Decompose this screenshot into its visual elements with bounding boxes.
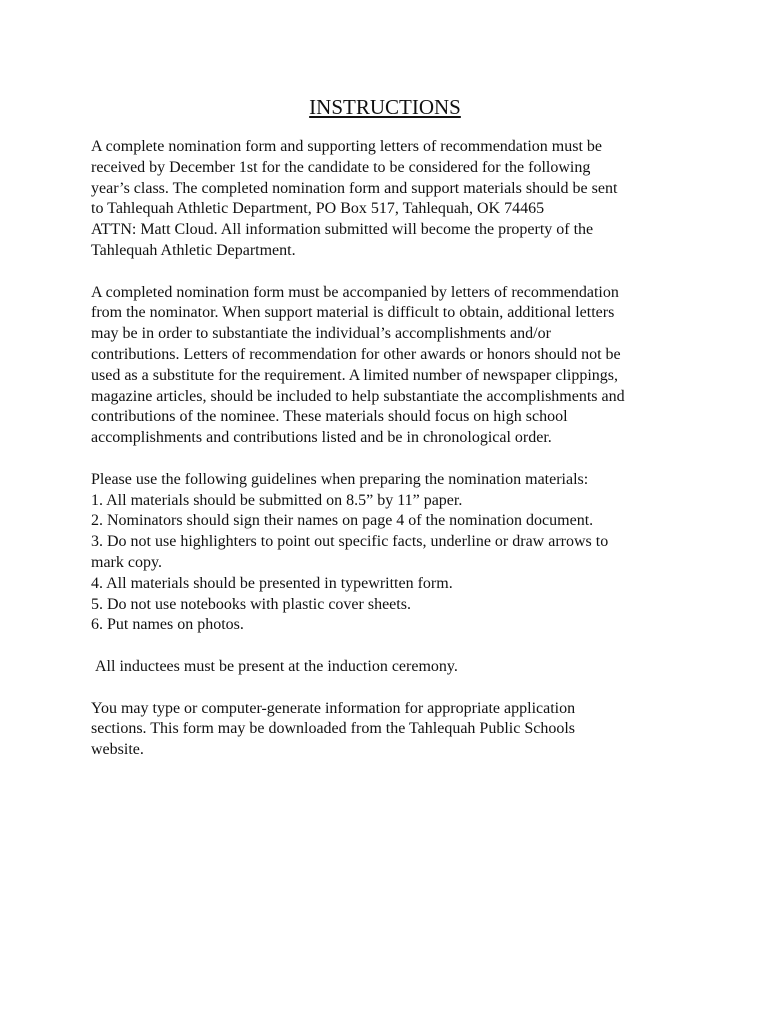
closing-paragraph [91, 699, 691, 761]
text-line: used as a substitute for the requirement. A limited number of newspaper clippings, [91, 366, 618, 384]
guidelines-section [91, 470, 691, 636]
text-line: A completed nomination form must be accompanied by letters of recommendation [91, 283, 619, 301]
guideline-item-continued: mark copy. [91, 553, 162, 571]
text-line: may be in order to substantiate the individual’s accomplishments and/or [91, 325, 551, 343]
paragraph-submission [91, 137, 691, 262]
text-line: year’s class. The completed nomination form and support materials should be sent [91, 179, 618, 197]
guideline-item: 1. All materials should be submitted on 8.5” by 11” paper. [91, 491, 463, 509]
text-line: sections. This form may be downloaded from the Tahlequah Public Schools [91, 720, 575, 738]
paragraph-recommendations [91, 283, 691, 449]
text-line: from the nominator. When support material is difficult to obtain, additional letters [91, 304, 615, 322]
guidelines-intro: Please use the following guidelines when preparing the nomination materials: [91, 470, 589, 488]
text-line: A complete nomination form and supporting letters of recommendation must be [91, 138, 602, 155]
paragraph-spacer [91, 449, 691, 470]
text-line: magazine articles, should be included to help substantiate the accomplishments and [91, 387, 625, 405]
inductees-note: All inductees must be present at the induction ceremony. [95, 657, 458, 675]
text-line: contributions of the nominee. These materials should focus on high school [91, 408, 568, 426]
text-line: to Tahlequah Athletic Department, PO Box 517, Tahlequah, OK 74465 [91, 200, 545, 218]
text-line: You may type or computer-generate information for appropriate application [91, 699, 576, 717]
text-line: accomplishments and contributions listed and be in chronological order. [91, 429, 552, 447]
guideline-item: 6. Put names on photos. [91, 616, 244, 634]
guideline-item: 4. All materials should be presented in typewritten form. [91, 574, 453, 592]
text-line: website. [91, 741, 144, 759]
guideline-item: 3. Do not use highlighters to point out specific facts, underline or draw arrows to [91, 533, 609, 551]
guideline-item: 2. Nominators should sign their names on page 4 of the nomination document. [91, 512, 594, 530]
text-line: contributions. Letters of recommendation for other awards or honors should not be [91, 345, 621, 363]
paragraph-spacer [91, 636, 691, 657]
text-line: ATTN: Matt Cloud. All information submitted will become the property of the [91, 221, 594, 239]
guideline-item: 5. Do not use notebooks with plastic cover sheets. [91, 595, 411, 613]
paragraph-spacer [91, 678, 691, 699]
text-line: received by December 1st for the candidate to be considered for the following [91, 158, 591, 176]
text-line: Tahlequah Athletic Department. [91, 241, 296, 259]
instructions-body [91, 137, 691, 761]
paragraph-spacer [91, 262, 691, 283]
page-title: INSTRUCTIONS [309, 95, 461, 119]
